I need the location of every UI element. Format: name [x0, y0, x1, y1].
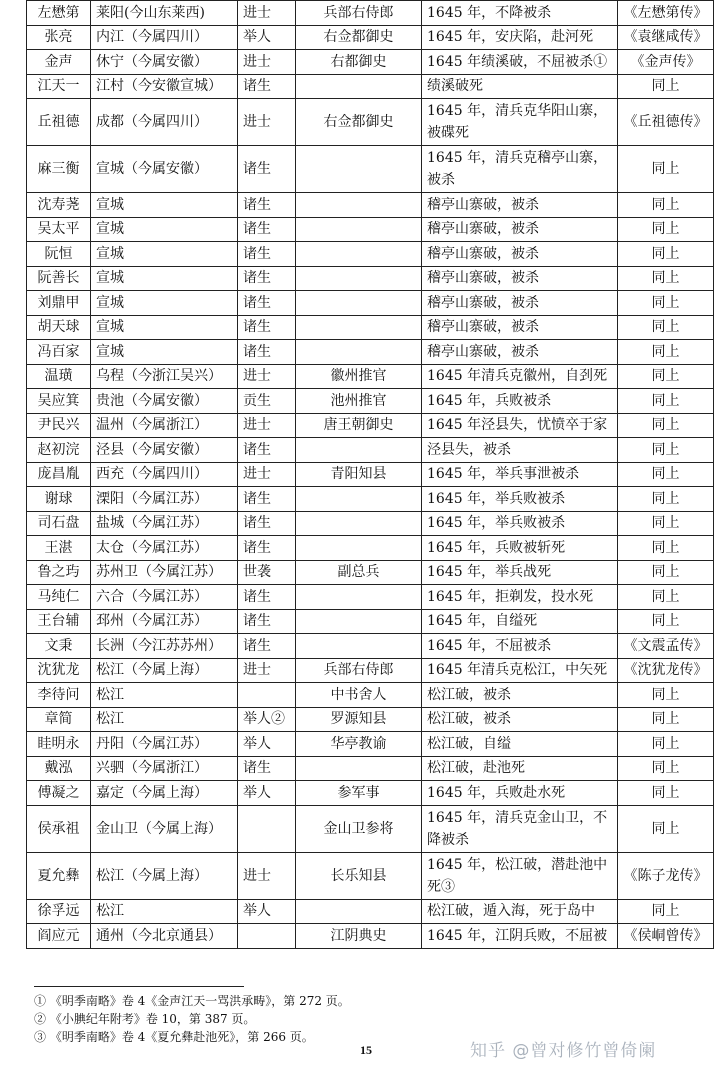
cell-event: 稽亭山寨破，被杀: [422, 291, 618, 316]
cell-place: 江村（今安徽宣城）: [91, 74, 238, 99]
cell-office: [296, 74, 422, 99]
cell-office: 副总兵: [296, 560, 422, 585]
table-row: [27, 340, 714, 365]
cell-name: 张亮: [27, 25, 91, 50]
table-row: [27, 99, 714, 146]
cell-degree: 诸生: [238, 756, 296, 781]
cell-office: [296, 634, 422, 659]
cell-degree: [238, 805, 296, 852]
cell-name: 傅凝之: [27, 781, 91, 806]
cell-event: 松江破，遁入海，死于岛中: [422, 899, 618, 924]
cell-event: 1645 年，自缢死: [422, 609, 618, 634]
cell-name: 庞昌胤: [27, 462, 91, 487]
table-row: [27, 585, 714, 610]
cell-degree: 诸生: [238, 585, 296, 610]
footnote-rule: [34, 986, 244, 987]
cell-place: 宣城（今属安徽）: [91, 146, 238, 193]
cell-place: 贵池（今属安徽）: [91, 389, 238, 414]
table-row: [27, 364, 714, 389]
cell-event: 松江破，赴池死: [422, 756, 618, 781]
cell-degree: 贡生: [238, 389, 296, 414]
cell-place: 盐城（今属江苏）: [91, 511, 238, 536]
cell-degree: 进士: [238, 462, 296, 487]
cell-name: 赵初浣: [27, 438, 91, 463]
table-row: [27, 413, 714, 438]
cell-place: 六合（今属江苏）: [91, 585, 238, 610]
cell-name: 侯承祖: [27, 805, 91, 852]
cell-name: 胡天球: [27, 315, 91, 340]
cell-place: 嘉定（今属上海）: [91, 781, 238, 806]
cell-place: 温州（今属浙江）: [91, 413, 238, 438]
cell-name: 吴太平: [27, 217, 91, 242]
table-row: [27, 389, 714, 414]
cell-office: 长乐知县: [296, 852, 422, 899]
cell-office: 金山卫参将: [296, 805, 422, 852]
footnotes: [34, 992, 350, 1046]
cell-place: 金山卫（今属上海）: [91, 805, 238, 852]
cell-place: 内江（今属四川）: [91, 25, 238, 50]
cell-place: 长洲（今江苏苏州）: [91, 634, 238, 659]
cell-place: 宣城: [91, 291, 238, 316]
cell-name: 冯百家: [27, 340, 91, 365]
cell-source: 同上: [618, 364, 714, 389]
cell-office: [296, 438, 422, 463]
cell-name: 江天一: [27, 74, 91, 99]
cell-name: 刘鼎甲: [27, 291, 91, 316]
cell-place: 西充（今属四川）: [91, 462, 238, 487]
martyrs-table: [26, 0, 714, 949]
cell-source: 同上: [618, 340, 714, 365]
cell-office: [296, 536, 422, 561]
cell-source: 同上: [618, 707, 714, 732]
cell-degree: 诸生: [238, 340, 296, 365]
table-row: [27, 74, 714, 99]
cell-source: 同上: [618, 315, 714, 340]
cell-name: 左懋第: [27, 1, 91, 26]
cell-event: 松江破，被杀: [422, 683, 618, 708]
cell-name: 夏允彝: [27, 852, 91, 899]
table-row: [27, 707, 714, 732]
cell-event: 1645 年，拒剃发，投水死: [422, 585, 618, 610]
footnote-3: ③ 《明季南略》卷 4《夏允彝赴池死》，第 266 页。: [34, 1030, 314, 1044]
cell-place: 宣城: [91, 315, 238, 340]
table-row: [27, 756, 714, 781]
cell-degree: 进士: [238, 658, 296, 683]
table-row: [27, 266, 714, 291]
cell-place: 邳州（今属江苏）: [91, 609, 238, 634]
cell-name: 戴泓: [27, 756, 91, 781]
table-row: [27, 1, 714, 26]
cell-event: 松江破，自缢: [422, 732, 618, 757]
cell-office: [296, 266, 422, 291]
cell-source: 同上: [618, 438, 714, 463]
cell-degree: 举人: [238, 25, 296, 50]
cell-source: 同上: [618, 146, 714, 193]
cell-degree: 进士: [238, 1, 296, 26]
cell-place: 松江（今属上海）: [91, 658, 238, 683]
cell-office: [296, 242, 422, 267]
cell-office: 青阳知县: [296, 462, 422, 487]
cell-name: 谢球: [27, 487, 91, 512]
cell-event: 1645 年，兵败赴水死: [422, 781, 618, 806]
cell-degree: 进士: [238, 852, 296, 899]
cell-name: 尹民兴: [27, 413, 91, 438]
cell-office: [296, 511, 422, 536]
cell-office: [296, 487, 422, 512]
table-row: [27, 315, 714, 340]
cell-office: 右佥都御史: [296, 25, 422, 50]
table-row: [27, 732, 714, 757]
table-row: [27, 50, 714, 75]
cell-source: 《文震孟传》: [618, 634, 714, 659]
cell-name: 文秉: [27, 634, 91, 659]
cell-event: 1645 年，兵败被杀: [422, 389, 618, 414]
cell-event: 稽亭山寨破，被杀: [422, 315, 618, 340]
cell-degree: 诸生: [238, 266, 296, 291]
cell-office: [296, 291, 422, 316]
cell-place: 宣城: [91, 217, 238, 242]
cell-office: [296, 315, 422, 340]
cell-source: 同上: [618, 756, 714, 781]
table-row: [27, 462, 714, 487]
cell-source: 同上: [618, 899, 714, 924]
cell-source: 同上: [618, 805, 714, 852]
cell-degree: [238, 924, 296, 949]
cell-place: 成都（今属四川）: [91, 99, 238, 146]
cell-place: 松江: [91, 707, 238, 732]
cell-source: 同上: [618, 732, 714, 757]
cell-place: 松江: [91, 683, 238, 708]
cell-place: 宣城: [91, 340, 238, 365]
cell-degree: 世袭: [238, 560, 296, 585]
cell-source: 同上: [618, 781, 714, 806]
cell-place: 丹阳（今属江苏）: [91, 732, 238, 757]
cell-degree: 诸生: [238, 217, 296, 242]
cell-event: 1645 年绩溪破，不屈被杀①: [422, 50, 618, 75]
cell-office: 徽州推官: [296, 364, 422, 389]
table-row: [27, 242, 714, 267]
table-row: [27, 609, 714, 634]
cell-degree: 进士: [238, 364, 296, 389]
cell-degree: [238, 683, 296, 708]
cell-office: 罗源知县: [296, 707, 422, 732]
cell-source: 《袁继咸传》: [618, 25, 714, 50]
table-row: [27, 511, 714, 536]
cell-office: 华亭教谕: [296, 732, 422, 757]
cell-event: 1645 年，清兵克金山卫，不降被杀: [422, 805, 618, 852]
cell-event: 稽亭山寨破，被杀: [422, 340, 618, 365]
cell-source: 《左懋第传》: [618, 1, 714, 26]
table-row: [27, 658, 714, 683]
cell-place: 莱阳(今山东莱西): [91, 1, 238, 26]
cell-place: 太仓（今属江苏）: [91, 536, 238, 561]
cell-name: 麻三衡: [27, 146, 91, 193]
table-row: [27, 924, 714, 949]
table-row: [27, 193, 714, 218]
cell-event: 1645 年，不降被杀: [422, 1, 618, 26]
cell-office: [296, 899, 422, 924]
cell-place: 通州（今北京通县）: [91, 924, 238, 949]
cell-degree: 诸生: [238, 536, 296, 561]
cell-degree: 诸生: [238, 634, 296, 659]
cell-degree: 诸生: [238, 291, 296, 316]
cell-place: 宣城: [91, 242, 238, 267]
cell-degree: 进士: [238, 50, 296, 75]
cell-place: 休宁（今属安徽）: [91, 50, 238, 75]
cell-name: 眭明永: [27, 732, 91, 757]
cell-event: 1645 年，举兵事泄被杀: [422, 462, 618, 487]
cell-event: 1645 年，举兵败被杀: [422, 487, 618, 512]
cell-degree: 诸生: [238, 438, 296, 463]
cell-degree: 诸生: [238, 193, 296, 218]
cell-degree: 进士: [238, 99, 296, 146]
cell-source: 同上: [618, 291, 714, 316]
cell-office: 兵部右侍郎: [296, 1, 422, 26]
cell-place: 泾县（今属安徽）: [91, 438, 238, 463]
cell-degree: 诸生: [238, 487, 296, 512]
table-row: [27, 634, 714, 659]
cell-name: 王台辅: [27, 609, 91, 634]
cell-office: 兵部右侍郎: [296, 658, 422, 683]
cell-event: 稽亭山寨破，被杀: [422, 217, 618, 242]
cell-source: 《沈犹龙传》: [618, 658, 714, 683]
cell-place: 苏州卫（今属江苏）: [91, 560, 238, 585]
cell-name: 沈寿荛: [27, 193, 91, 218]
cell-degree: 举人②: [238, 707, 296, 732]
cell-office: [296, 756, 422, 781]
cell-degree: 举人: [238, 781, 296, 806]
cell-place: 乌程（今浙江吴兴）: [91, 364, 238, 389]
cell-degree: 诸生: [238, 511, 296, 536]
cell-office: [296, 193, 422, 218]
cell-name: 章简: [27, 707, 91, 732]
cell-office: 右都御史: [296, 50, 422, 75]
cell-name: 王湛: [27, 536, 91, 561]
cell-event: 1645 年清兵克松江，中矢死: [422, 658, 618, 683]
cell-degree: 举人: [238, 899, 296, 924]
cell-source: 同上: [618, 413, 714, 438]
cell-event: 1645 年，不屈被杀: [422, 634, 618, 659]
cell-name: 阮恒: [27, 242, 91, 267]
cell-event: 1645 年泾县失，忧愤卒于家: [422, 413, 618, 438]
table-row: [27, 805, 714, 852]
cell-place: 溧阳（今属江苏）: [91, 487, 238, 512]
cell-name: 金声: [27, 50, 91, 75]
cell-office: 池州推官: [296, 389, 422, 414]
cell-source: 同上: [618, 242, 714, 267]
table-row: [27, 291, 714, 316]
cell-degree: 诸生: [238, 609, 296, 634]
cell-name: 丘祖德: [27, 99, 91, 146]
cell-source: 同上: [618, 560, 714, 585]
table-row: [27, 560, 714, 585]
cell-name: 沈犹龙: [27, 658, 91, 683]
cell-name: 李待问: [27, 683, 91, 708]
cell-event: 1645 年，安庆陷，赴河死: [422, 25, 618, 50]
table-row: [27, 146, 714, 193]
table-row: [27, 217, 714, 242]
watermark: [470, 1036, 656, 1061]
cell-degree: 诸生: [238, 74, 296, 99]
cell-name: 阎应元: [27, 924, 91, 949]
cell-office: [296, 340, 422, 365]
cell-degree: 举人: [238, 732, 296, 757]
table-body: [27, 1, 714, 949]
cell-place: 宣城: [91, 193, 238, 218]
cell-place: 兴驷（今属浙江）: [91, 756, 238, 781]
table-row: [27, 899, 714, 924]
cell-event: 1645 年，兵败被斩死: [422, 536, 618, 561]
cell-event: 松江破，被杀: [422, 707, 618, 732]
cell-place: 松江（今属上海）: [91, 852, 238, 899]
cell-office: 参军事: [296, 781, 422, 806]
cell-office: 唐王朝御史: [296, 413, 422, 438]
cell-name: 司石盘: [27, 511, 91, 536]
cell-degree: 诸生: [238, 242, 296, 267]
cell-degree: 诸生: [238, 315, 296, 340]
table-row: [27, 25, 714, 50]
cell-name: 阮善长: [27, 266, 91, 291]
cell-source: 《金声传》: [618, 50, 714, 75]
cell-name: 马纯仁: [27, 585, 91, 610]
cell-office: 江阴典史: [296, 924, 422, 949]
cell-degree: 诸生: [238, 146, 296, 193]
table-row: [27, 852, 714, 899]
cell-event: 1645 年，清兵克华阳山寨，被碟死: [422, 99, 618, 146]
cell-office: [296, 217, 422, 242]
cell-event: 稽亭山寨破，被杀: [422, 193, 618, 218]
cell-office: [296, 146, 422, 193]
cell-name: 吴应箕: [27, 389, 91, 414]
cell-place: 宣城: [91, 266, 238, 291]
cell-name: 鲁之玙: [27, 560, 91, 585]
cell-office: 中书舍人: [296, 683, 422, 708]
table-row: [27, 781, 714, 806]
cell-event: 泾县失，被杀: [422, 438, 618, 463]
cell-event: 1645 年，举兵战死: [422, 560, 618, 585]
cell-degree: 进士: [238, 413, 296, 438]
cell-source: 同上: [618, 217, 714, 242]
cell-source: 《丘祖德传》: [618, 99, 714, 146]
cell-event: 1645 年，举兵败被杀: [422, 511, 618, 536]
cell-office: [296, 609, 422, 634]
cell-name: 温璜: [27, 364, 91, 389]
cell-source: 同上: [618, 683, 714, 708]
footnote-2: ② 《小腆纪年附考》卷 10，第 387 页。: [34, 1012, 256, 1026]
cell-event: 1645 年，江阴兵败，不屈被: [422, 924, 618, 949]
cell-event: 稽亭山寨破，被杀: [422, 266, 618, 291]
cell-event: 1645 年，松江破，潜赴池中死③: [422, 852, 618, 899]
cell-source: 同上: [618, 266, 714, 291]
cell-source: 同上: [618, 511, 714, 536]
table-row: [27, 438, 714, 463]
cell-source: 同上: [618, 389, 714, 414]
watermark-text: 知乎 @曾对修竹曾倚阑: [470, 1041, 657, 1061]
cell-source: 同上: [618, 585, 714, 610]
table-row: [27, 683, 714, 708]
cell-source: 同上: [618, 487, 714, 512]
cell-source: 同上: [618, 536, 714, 561]
cell-name: 徐孚远: [27, 899, 91, 924]
cell-source: 同上: [618, 193, 714, 218]
cell-place: 松江: [91, 899, 238, 924]
page-number: 15: [360, 1043, 372, 1057]
cell-source: 同上: [618, 609, 714, 634]
cell-source: 《陈子龙传》: [618, 852, 714, 899]
cell-event: 绩溪破死: [422, 74, 618, 99]
cell-event: 稽亭山寨破，被杀: [422, 242, 618, 267]
footnote-1: ① 《明季南略》卷 4《金声江天一骂洪承畴》，第 272 页。: [34, 994, 350, 1008]
cell-office: 右佥都御史: [296, 99, 422, 146]
cell-event: 1645 年，清兵克稽亭山寨，被杀: [422, 146, 618, 193]
cell-source: 同上: [618, 74, 714, 99]
table-row: [27, 487, 714, 512]
cell-event: 1645 年清兵克徽州，自刭死: [422, 364, 618, 389]
cell-office: [296, 585, 422, 610]
table-row: [27, 536, 714, 561]
cell-source: 同上: [618, 462, 714, 487]
cell-source: 《侯峒曾传》: [618, 924, 714, 949]
